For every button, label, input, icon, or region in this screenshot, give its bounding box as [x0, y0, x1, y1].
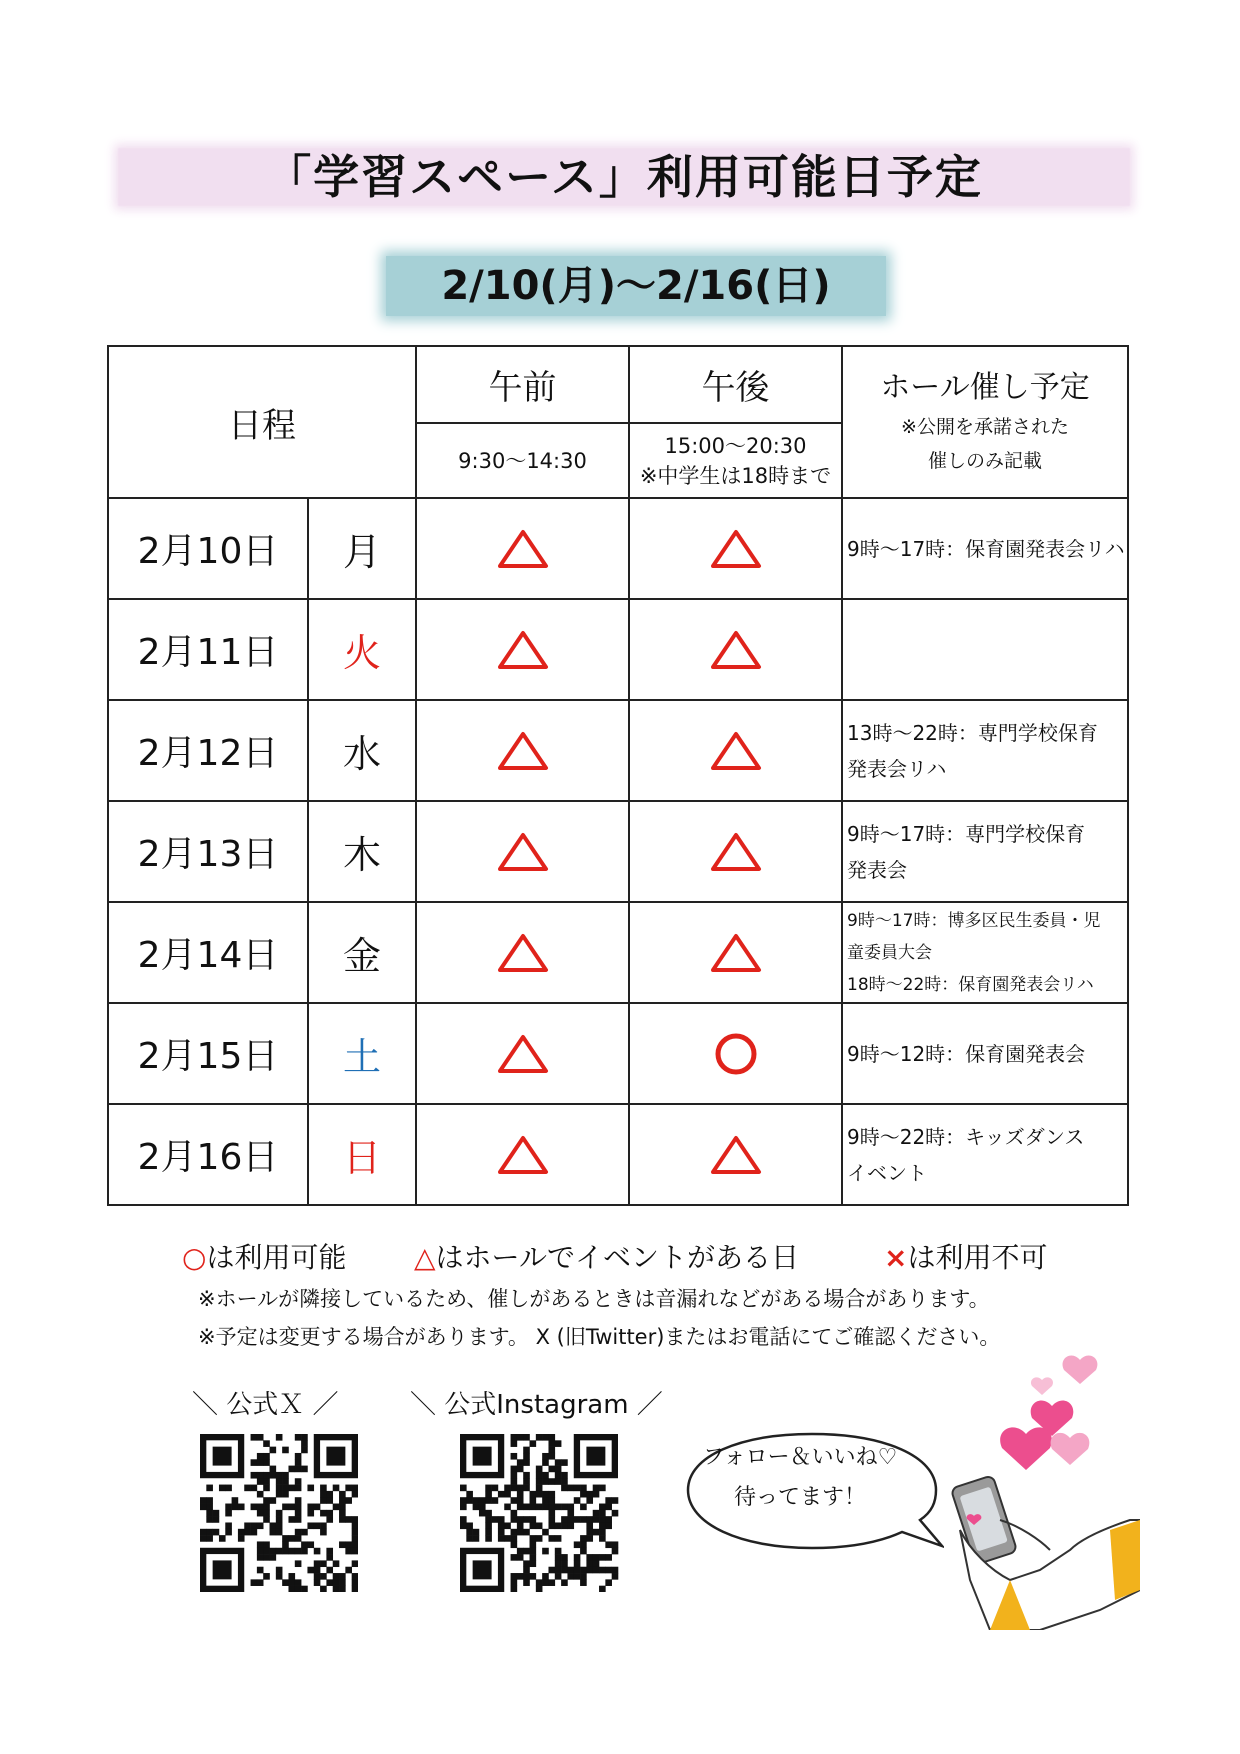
hall-event-line: 9時〜17時：保育園発表会リハ: [847, 536, 1125, 561]
header-hall-title: ホール催し予定: [880, 370, 1090, 405]
hall-event-line: 9時〜17時：博多区民生委員・児: [847, 910, 1101, 931]
date-range: 2/10(月)〜2/16(日): [441, 263, 831, 309]
note-change: ※予定は変更する場合があります。 X (旧Twitter)またはお電話にてご確認ください。: [198, 1325, 1001, 1349]
table-row: [108, 1104, 1128, 1205]
sns-x-label: ＼ 公式Ｘ ／: [192, 1390, 339, 1420]
pm-cell: [629, 801, 842, 902]
triangle-mark-icon: [709, 831, 763, 873]
date-label: 2月10日: [137, 531, 279, 572]
day-cell: [308, 1003, 416, 1104]
qr-code-icon[interactable]: [200, 1434, 358, 1592]
day-cell: [308, 498, 416, 599]
date-cell: [108, 801, 308, 902]
header-pm-note: ※中学生は18時まで: [639, 463, 832, 488]
day-label: 日: [342, 1136, 381, 1180]
legend-unavailable: [884, 1238, 1047, 1278]
hand-holding-phone-icon: [930, 1330, 1140, 1630]
header-hall-note-2: 催しのみ記載: [927, 450, 1042, 472]
legend-triangle-text: はホールでイベントがある日: [435, 1241, 799, 1274]
date-cell: [108, 599, 308, 700]
legend-event: [414, 1238, 799, 1278]
triangle-mark-icon: [496, 629, 550, 671]
hall-cell: [842, 801, 1128, 902]
day-label: 火: [342, 631, 381, 675]
hall-cell: [842, 498, 1128, 599]
day-label: 月: [342, 530, 381, 574]
am-cell: [416, 599, 629, 700]
bubble-line-1: フォロー＆いいね♡: [702, 1445, 898, 1470]
legend-x-text: は利用不可: [907, 1241, 1048, 1274]
header-am-label: 午前: [488, 368, 557, 408]
triangle-mark-icon: [496, 528, 550, 570]
triangle-mark-icon: [496, 730, 550, 772]
hall-event-line: 13時〜22時：専門学校保育: [847, 720, 1098, 745]
triangle-mark-icon: [709, 730, 763, 772]
am-cell: [416, 498, 629, 599]
header-pm-label: 午後: [701, 368, 770, 408]
legend-available: [182, 1238, 346, 1278]
hall-cell: [842, 902, 1128, 1003]
am-cell: [416, 700, 629, 801]
pm-cell: [629, 599, 842, 700]
triangle-mark-icon: [496, 1033, 550, 1075]
day-label: 土: [342, 1035, 381, 1079]
date-label: 2月13日: [137, 834, 279, 875]
bubble-text: [680, 1438, 920, 1518]
table-row: [108, 902, 1128, 1003]
pm-cell: [629, 1104, 842, 1205]
day-label: 木: [342, 833, 381, 877]
triangle-mark-icon: [709, 932, 763, 974]
day-cell: [308, 801, 416, 902]
header-am: [416, 346, 629, 423]
hearts-icon: [1000, 1355, 1097, 1470]
date-cell: [108, 700, 308, 801]
am-cell: [416, 1003, 629, 1104]
day-cell: [308, 599, 416, 700]
day-cell: [308, 902, 416, 1003]
header-hall: [842, 346, 1128, 498]
legend-circle-text: は利用可能: [206, 1241, 347, 1274]
triangle-mark-icon: [709, 528, 763, 570]
date-cell: [108, 1003, 308, 1104]
schedule-table: [107, 345, 1129, 1206]
triangle-mark-icon: [709, 1134, 763, 1176]
pm-cell: [629, 700, 842, 801]
table-row: [108, 1003, 1128, 1104]
pm-cell: [629, 902, 842, 1003]
am-cell: [416, 801, 629, 902]
date-cell: [108, 1104, 308, 1205]
day-label: 金: [342, 934, 381, 978]
legend: [182, 1238, 1082, 1278]
date-label: 2月12日: [137, 733, 279, 774]
table-row: [108, 700, 1128, 801]
hall-cell: [842, 1003, 1128, 1104]
triangle-mark-icon: [496, 932, 550, 974]
hall-event-line: 9時〜17時：専門学校保育: [847, 821, 1086, 846]
hall-event-line: 9時〜22時：キッズダンス: [847, 1124, 1085, 1149]
date-cell: [108, 902, 308, 1003]
header-pm: [629, 346, 842, 423]
triangle-mark-icon: [496, 1134, 550, 1176]
triangle-mark-icon: [709, 629, 763, 671]
am-cell: [416, 902, 629, 1003]
table-row: [108, 498, 1128, 599]
hall-event-line: イベント: [847, 1160, 927, 1185]
legend-circle-symbol: ○: [182, 1241, 207, 1274]
legend-x-symbol: ×: [884, 1241, 908, 1274]
pm-cell: [629, 1003, 842, 1104]
qr-code-icon[interactable]: [460, 1434, 626, 1592]
day-label: 水: [342, 732, 381, 776]
page-title: 「学習スペース」利用可能日予定: [265, 150, 983, 204]
date-label: 2月14日: [137, 935, 279, 976]
hall-event-line: 発表会リハ: [847, 756, 947, 781]
day-cell: [308, 1104, 416, 1205]
hall-event-line: 9時〜12時：保育園発表会: [847, 1041, 1086, 1066]
bubble-line-2: 待ってます！: [733, 1485, 866, 1510]
header-am-time: 9:30〜14:30: [458, 448, 587, 473]
hall-event-line: 18時〜22時：保育園発表会リハ: [847, 974, 1094, 995]
header-pm-time: 15:00〜20:30: [664, 433, 807, 458]
date-label: 2月15日: [137, 1036, 279, 1077]
hall-cell: [842, 1104, 1128, 1205]
hall-event-line: 童委員大会: [847, 942, 932, 963]
legend-triangle-symbol: △: [414, 1241, 436, 1274]
circle-mark-icon: [713, 1031, 759, 1077]
am-cell: [416, 1104, 629, 1205]
pm-cell: [629, 498, 842, 599]
table-row: [108, 801, 1128, 902]
date-label: 2月11日: [137, 632, 279, 673]
sns-instagram-label: ＼ 公式Instagram ／: [410, 1390, 663, 1420]
header-date: [108, 346, 416, 498]
note-sound: ※ホールが隣接しているため、催しがあるときは音漏れなどがある場合があります。: [198, 1287, 990, 1311]
date-label: 2月16日: [137, 1137, 279, 1178]
header-hall-note-1: ※公開を承諾された: [901, 416, 1069, 438]
header-date-label: 日程: [228, 405, 296, 446]
header-pm-time-cell: [629, 423, 842, 498]
day-cell: [308, 700, 416, 801]
table-row: [108, 599, 1128, 700]
hall-event-line: 発表会: [847, 857, 907, 882]
header-am-time-cell: [416, 423, 629, 498]
hall-cell: [842, 700, 1128, 801]
date-cell: [108, 498, 308, 599]
hall-cell: [842, 599, 1128, 700]
triangle-mark-icon: [496, 831, 550, 873]
